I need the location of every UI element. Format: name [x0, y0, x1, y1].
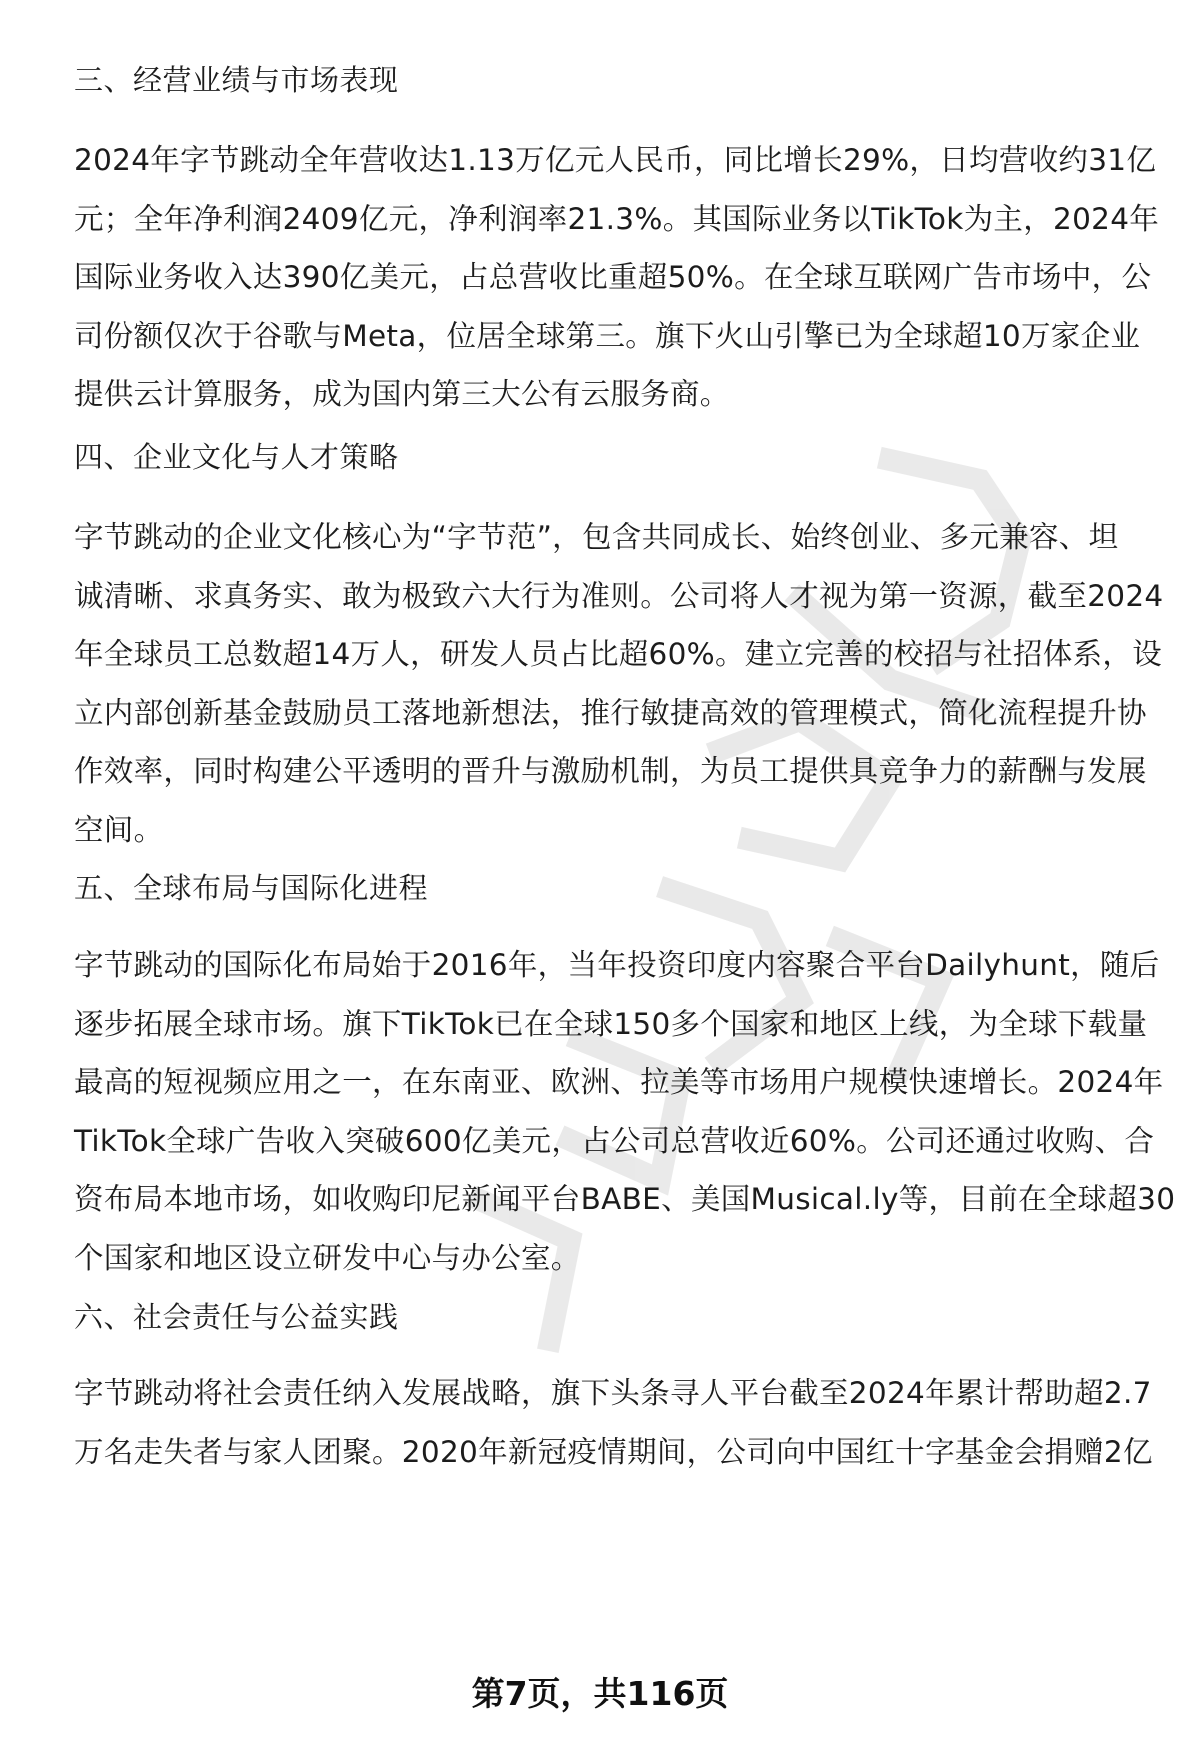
paragraph-line: 逐步拓展全球市场。旗下TikTok已在全球150多个国家和地区上线，为全球下载量 [74, 1006, 1148, 1041]
section-paragraph-4 [74, 508, 1164, 859]
section-heading-6: 六、社会责任与公益实践 [74, 1300, 399, 1334]
paragraph-line: 字节跳动将社会责任纳入发展战略，旗下头条寻人平台截至2024年累计帮助超2.7 [74, 1376, 1152, 1410]
section-paragraph-3 [74, 131, 1160, 424]
paragraph-line: 诚清晰、求真务实、敢为极致六大行为准则。公司将人才视为第一资源，截至2024 [74, 578, 1164, 613]
paragraph-line: 年全球员工总数超14万人，研发人员占比超60%。建立完善的校招与社招体系，设 [74, 637, 1163, 671]
section-paragraph-5 [74, 936, 1176, 1287]
paragraph-line: 最高的短视频应用之一，在东南亚、欧洲、拉美等市场用户规模快速增长。2024年 [74, 1065, 1164, 1099]
paragraph-line: 资布局本地市场，如收购印尼新闻平台BABE、美国Musical.ly等，目前在全球超30 [74, 1182, 1176, 1216]
paragraph-line: 作效率，同时构建公平透明的晋升与激励机制，为员工提供具竞争力的薪酬与发展 [74, 754, 1147, 788]
paragraph-line: 字节跳动的国际化布局始于2016年，当年投资印度内容聚合平台Dailyhunt，随后 [74, 948, 1160, 982]
paragraph-line: 个国家和地区设立研发中心与办公室。 [74, 1240, 581, 1275]
section-heading-3: 三、经营业绩与市场表现 [74, 63, 399, 97]
section-heading-5: 五、全球布局与国际化进程 [74, 871, 429, 905]
paragraph-line: 字节跳动的企业文化核心为“字节范”，包含共同成长、始终创业、多元兼容、坦 [74, 520, 1119, 554]
paragraph-line: 万名走失者与家人团聚。2020年新冠疫情期间，公司向中国红十字基金会捐赠2亿 [74, 1434, 1153, 1469]
paragraph-line: 元；全年净利润2409亿元，净利润率21.3%。其国际业务以TikTok为主，2024年 [74, 201, 1160, 236]
paragraph-line: 提供云计算服务，成为国内第三大公有云服务商。 [74, 377, 730, 411]
section-heading-4: 四、企业文化与人才策略 [74, 440, 399, 474]
page-number-footer: 第7页，共116页 [471, 1674, 729, 1713]
section-paragraph-6 [74, 1364, 1154, 1481]
paragraph-line: 空间。 [74, 812, 164, 847]
paragraph-line: 司份额仅次于谷歌与Meta，位居全球第三。旗下火山引擎已为全球超10万家企业 [74, 318, 1141, 353]
paragraph-line: 2024年字节跳动全年营收达1.13万亿元人民币，同比增长29%，日均营收约31亿 [74, 143, 1157, 177]
paragraph-line: 国际业务收入达390亿美元，占总营收比重超50%。在全球互联网广告市场中，公 [74, 260, 1152, 294]
paragraph-line: 立内部创新基金鼓励员工落地新想法，推行敏捷高效的管理模式，简化流程提升协 [74, 695, 1147, 730]
paragraph-line: TikTok全球广告收入突破600亿美元，占公司总营收近60%。公司还通过收购、合 [74, 1123, 1155, 1158]
